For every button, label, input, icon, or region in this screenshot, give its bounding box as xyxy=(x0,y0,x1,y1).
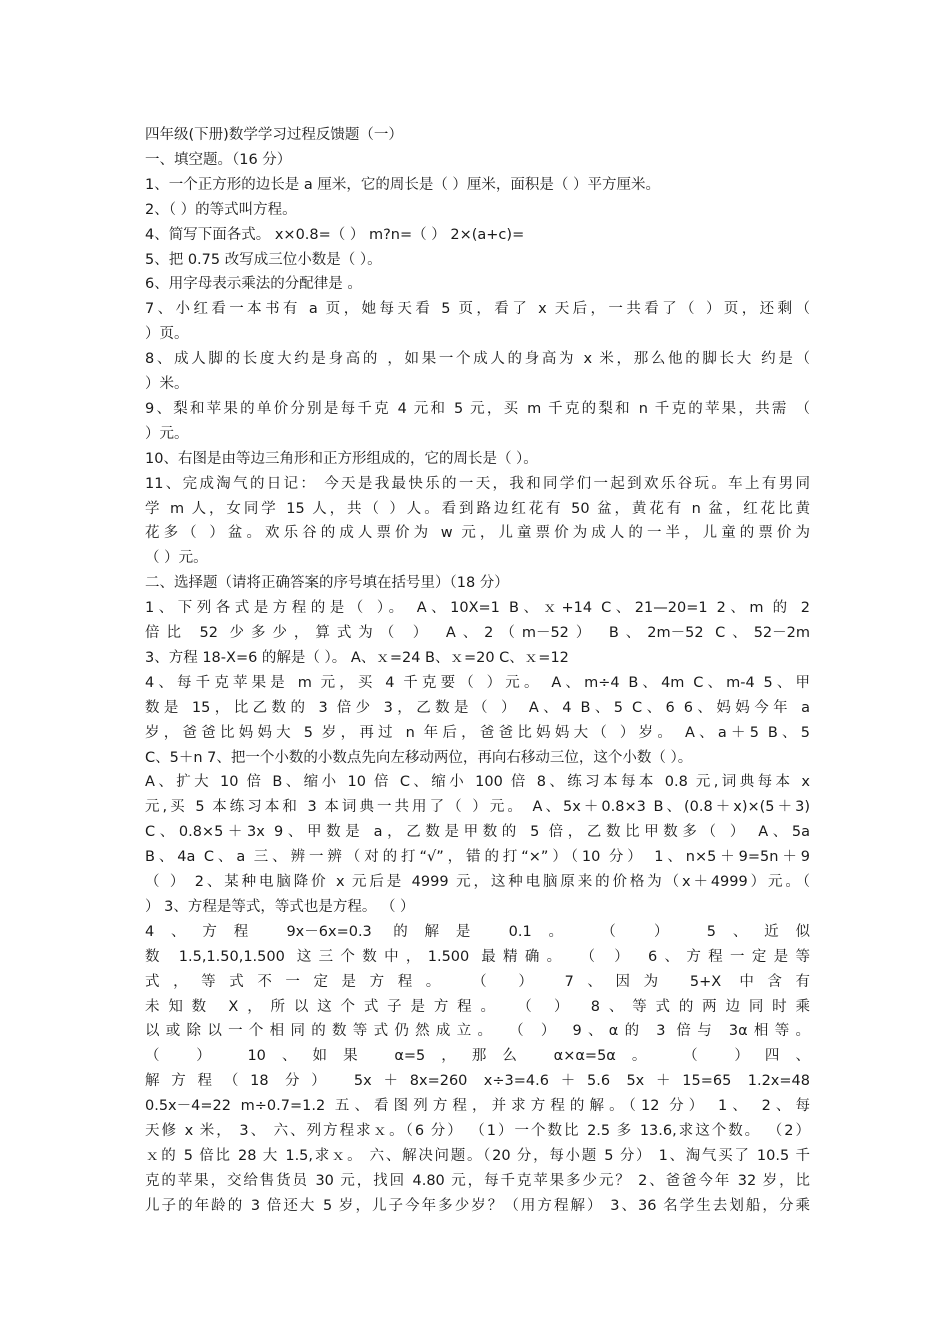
text-line: B、4a C、a 三、辨一辨（对的打“√”，错的打“×”）（10 分） 1、n×5＋9=5n＋9 xyxy=(145,849,810,866)
text-line: （ ）元。 xyxy=(145,550,208,567)
text-line: 以或除以一个相同的数等式仍然成立。 （ ） 9、α的 3 倍与 3α相等。 xyxy=(145,1023,810,1040)
text-line: 一、填空题。（16 分） xyxy=(145,151,292,168)
text-line: 解方程（18 分） 5x＋8x=260 x÷3=4.6＋5.6 5x＋15=65 1.2x=48 xyxy=(145,1073,810,1090)
text-line: 10、右图是由等边三角形和正方形组成的，它的周长是（ ）。 xyxy=(145,450,538,467)
text-line: 式，等式不一定是方程。 （ ） 7、因为 5+X 中含有 xyxy=(145,973,810,990)
text-line: 二、选择题（请将正确答案的序号填在括号里）（18 分） xyxy=(145,575,509,592)
text-line: ）页。 xyxy=(145,326,189,343)
text-line: C、0.8×5＋3x 9、甲数是 a，乙数是甲数的 5 倍，乙数比甲数多（ ） A、5a xyxy=(145,824,810,841)
text-line: 花多（ ）盆。欢乐谷的成人票价为 w 元，儿童票价为成人的一半，儿童的票价为 xyxy=(145,525,810,542)
text-line: 8、成人脚的长度大约是身高的 ，如果一个成人的身高为 x 米，那么他的脚长大 约是（ xyxy=(145,351,810,368)
text-line: ） 3、方程是等式，等式也是方程。 （ ） xyxy=(145,898,415,915)
text-line: 元,买 5 本练习本和 3 本词典一共用了（ ）元。 A、5x＋0.8×3 B、(0.8＋x)×(5＋3) xyxy=(145,799,810,816)
text-line: ｘ的 5 倍比 28 大 1.5,求ｘ。 六、解决问题。（20 分，每小题 5 分） 1、淘气买了 10.5 千 xyxy=(145,1147,810,1164)
text-line: 数是 15，比乙数的 3 倍少 3，乙数是（ ） A、4 B、5 C、6 6、妈妈今年 a xyxy=(145,699,810,716)
text-line: 2、（ ）的等式叫方程。 xyxy=(145,201,297,218)
text-line: 11、完成淘气的日记： 今天是我最快乐的一天，我和同学们一起到欢乐谷玩。车上有男同 xyxy=(145,475,810,492)
text-line: 1、下列各式是方程的是（ ）。 A、10X=1 B、ｘ+14 C、21—20=1 2、m 的 2 xyxy=(145,600,810,617)
text-line: ）元。 xyxy=(145,425,189,442)
text-line: 4、简写下面各式。 x×0.8=（ ） m?n=（ ） 2×(a+c)= xyxy=(145,226,525,243)
text-line: A、扩大 10 倍 B、缩小 10 倍 C、缩小 100 倍 8、练习本每本 0.8 元,词典每本 x xyxy=(145,774,810,791)
text-line: 克的苹果，交给售货员 30 元，找回 4.80 元，每千克苹果多少元？ 2、爸爸今年 32 岁，比 xyxy=(145,1172,810,1189)
text-line: 天修 x 米， 3、 六、列方程求ｘ。（6 分） （1）一个数比 2.5 多 13.6,求这个数。 （2） xyxy=(145,1123,810,1139)
text-line: 3、方程 18-X=6 的解是（ ）。 A、ｘ=24 B、ｘ=20 C、ｘ=12 xyxy=(145,649,569,666)
text-line: 4、每千克苹果是 m 元，买 4 千克要（ ）元。 A、m÷4 B、4m C、m-4 5、甲 xyxy=(145,674,810,691)
text-line: 1、一个正方形的边长是 a 厘米，它的周长是（ ）厘米，面积是（ ）平方厘米。 xyxy=(145,176,661,193)
text-line: 6、用字母表示乘法的分配律是 。 xyxy=(145,276,362,293)
text-line: 岁，爸爸比妈妈大 5 岁，再过 n 年后，爸爸比妈妈大（ ）岁。 A、a＋5 B、5 xyxy=(145,724,810,741)
text-line: 4、方程 9x－6x=0.3 的解是 0.1。 （ ） 5、近似 xyxy=(145,923,810,940)
text-line: ）米。 xyxy=(145,376,189,392)
page-title: 四年级(下册)数学学习过程反馈题（一） xyxy=(145,127,403,143)
text-line: C、5＋n 7、把一个小数的小数点先向左移动两位，再向右移动三位，这个小数（ ）。 xyxy=(145,749,693,766)
text-line: 9、梨和苹果的单价分别是每千克 4 元和 5 元，买 m 千克的梨和 n 千克的苹果，共需 （ xyxy=(145,400,810,417)
text-line: 7、小红看一本书有 a 页，她每天看 5 页，看了 x 天后，一共看了（ ）页，还剩（ xyxy=(145,301,810,318)
text-line: （ ） 2、某种电脑降价 x 元后是 4999 元，这种电脑原来的价格为（x＋4999）元。（ xyxy=(145,874,810,890)
text-line: （ ） 10、如果 α=5，那么 α×α=5α。 （ ）四、 xyxy=(145,1048,810,1065)
text-line: 未知数 X，所以这个式子是方程。 （ ） 8、等式的两边同时乘 xyxy=(145,998,810,1015)
text-line: 5、把 0.75 改写成三位小数是（ ）。 xyxy=(145,251,382,268)
text-line: 0.5x－4=22 m÷0.7=1.2 五、看图列方程，并求方程的解。（12 分） 1、 2、每 xyxy=(145,1098,810,1115)
text-line: 倍比 52 少多少，算式为（ ） A、2（m－52） B、2m－52 C、52－2m xyxy=(145,625,810,641)
text-line: 儿子的年龄的 3 倍还大 5 岁，儿子今年多少岁？（用方程解） 3、36 名学生去划船，分乘 xyxy=(145,1197,810,1214)
text-line: 数 1.5,1.50,1.500 这三个数中，1.500 最精确。 （ ） 6、方程一定是等 xyxy=(145,948,810,965)
text-line: 学 m 人，女同学 15 人，共（ ）人。看到路边红花有 50 盆，黄花有 n 盆，红花比黄 xyxy=(145,500,810,517)
